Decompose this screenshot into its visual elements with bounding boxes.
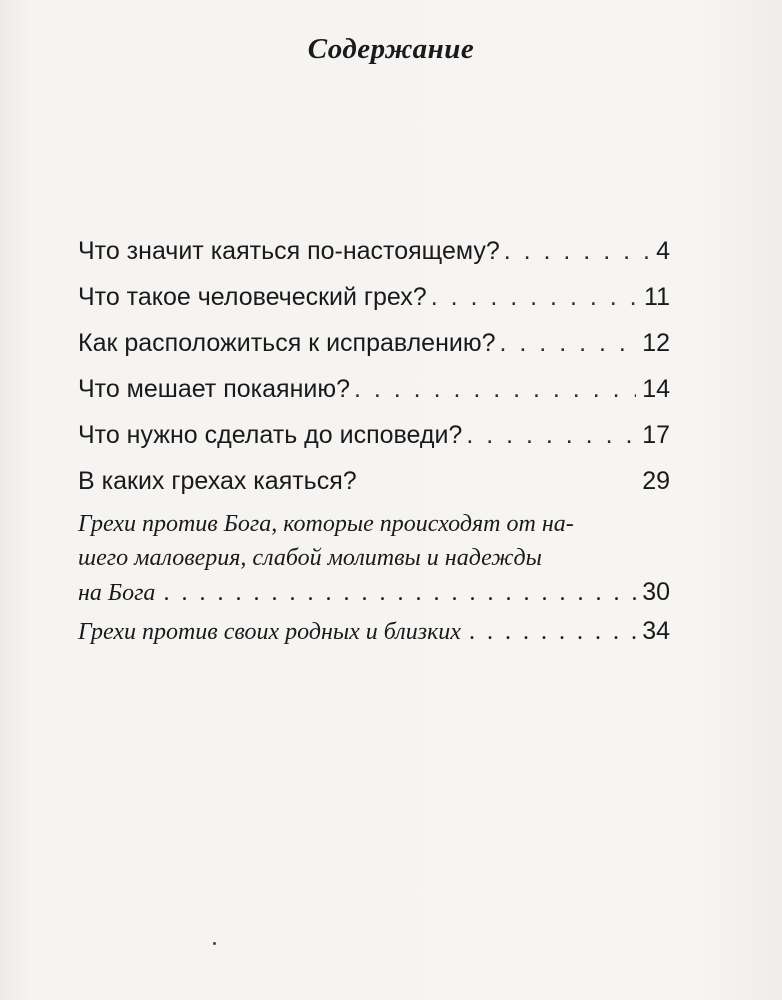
toc-entry[interactable] <box>78 375 670 404</box>
toc-entry[interactable] <box>78 467 670 496</box>
toc-entry-page: 12 <box>642 329 670 357</box>
toc-entry[interactable] <box>78 329 670 358</box>
toc-subentry[interactable] <box>78 511 670 621</box>
page-title: Содержание <box>307 33 475 65</box>
dot-leader <box>500 329 637 358</box>
toc-entry[interactable] <box>78 237 670 266</box>
toc-entry-label: В каких грехах каяться? <box>78 467 357 495</box>
dot-leader <box>469 619 636 646</box>
toc-entry-label: Что значит каяться по-настоящему? <box>78 237 500 265</box>
toc-entry-page: 17 <box>642 421 670 449</box>
toc-entry-label: Как расположиться к исправлению? <box>78 329 496 357</box>
dot-leader <box>163 580 636 607</box>
dot-leader <box>504 237 650 266</box>
toc-entry-page: 29 <box>642 467 670 495</box>
dot-leader <box>431 283 638 312</box>
toc-subentry-line: Грехи против своих родных и близких <box>78 619 461 645</box>
toc-subentry-page: 30 <box>642 578 670 606</box>
toc-entry[interactable] <box>78 421 670 450</box>
toc-entry[interactable] <box>78 283 670 312</box>
toc-subentry-line: Грехи против Бога, которые происходят от на- <box>78 511 574 537</box>
toc-entry-page: 11 <box>644 283 670 311</box>
toc-entry-label: Что такое человеческий грех? <box>78 283 427 311</box>
toc-subentry-line: на Бога <box>78 580 156 606</box>
toc-subentry-line: шего маловерия, слабой молитвы и надежды <box>78 545 542 571</box>
toc-entry-label: Что мешает покаянию? <box>78 375 350 403</box>
dot-leader <box>466 421 636 450</box>
toc-entry-label: Что нужно сделать до исповеди? <box>78 421 463 449</box>
paper-speck <box>213 942 216 945</box>
toc-entry-page: 14 <box>642 375 670 403</box>
toc-subentry[interactable] <box>78 617 670 657</box>
toc-subentry-page: 34 <box>642 617 670 645</box>
toc-entry-page: 4 <box>656 237 670 265</box>
dot-leader <box>354 375 636 404</box>
